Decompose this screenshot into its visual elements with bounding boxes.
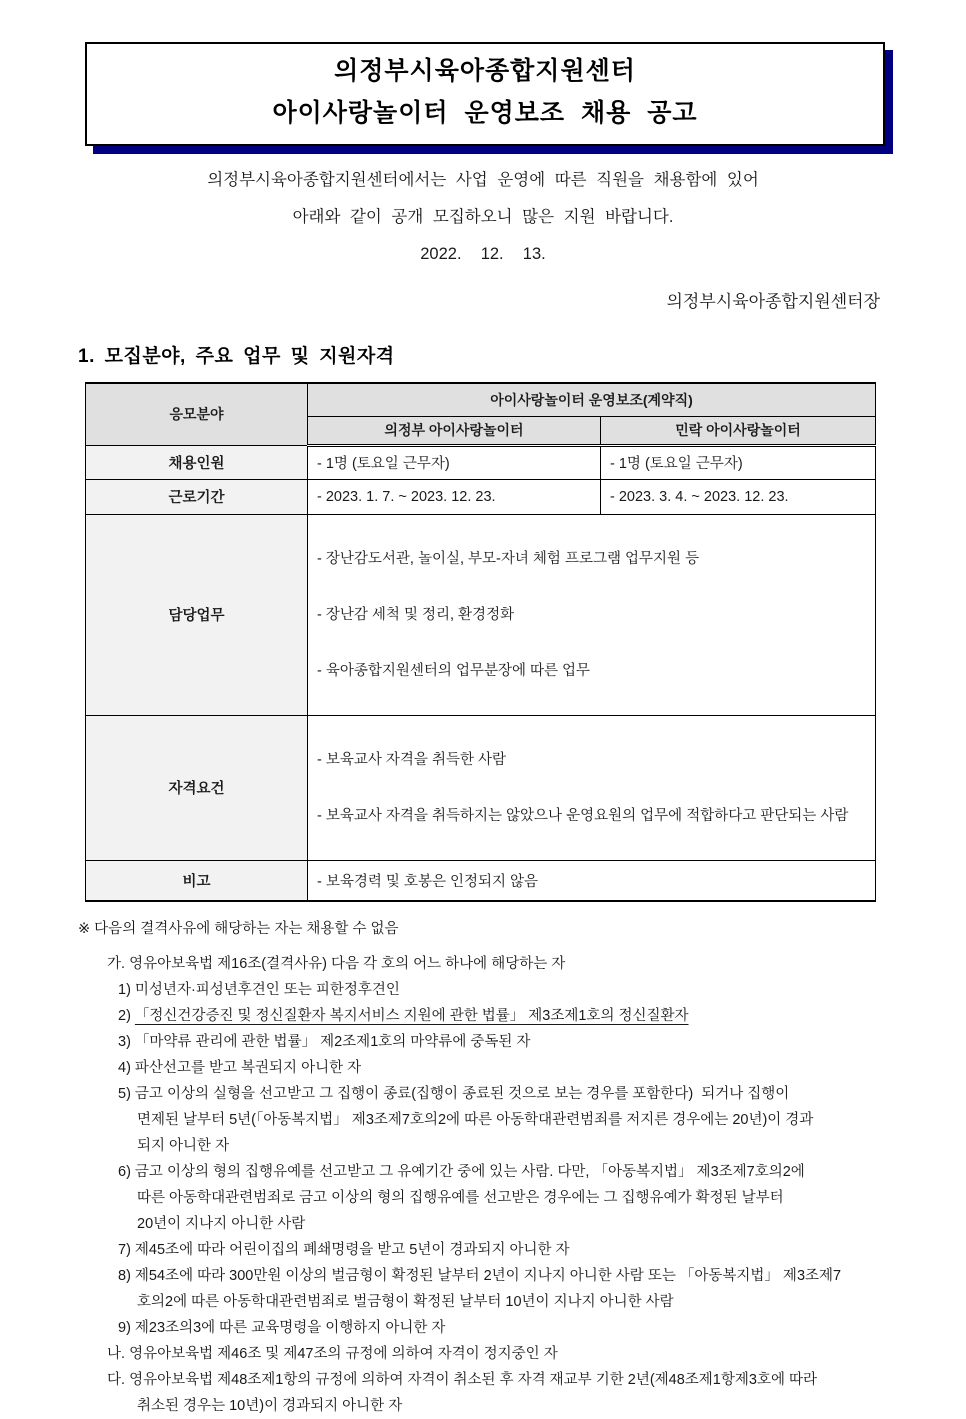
disqualification-item-1: 1) 미성년자·피성년후견인 또는 피한정후견인 bbox=[118, 982, 400, 998]
table-row bbox=[86, 514, 876, 715]
section-1-heading: 1. 모집분야, 주요 업무 및 지원자격 bbox=[78, 346, 395, 367]
intro-paragraph bbox=[0, 162, 966, 273]
disqualification-item-5: 5) 금고 이상의 실형을 선고받고 그 집행이 종료(집행이 종료된 것으로 보는 경우를 포함한다) 되거나 집행이 bbox=[118, 1086, 790, 1102]
qualification-line: - 보육교사 자격을 취득한 사람 bbox=[317, 751, 507, 768]
disqualification-item-6: 6) 금고 이상의 형의 집행유예를 선고받고 그 유예기간 중에 있는 사람. 다만, 「아동복지법」 제3조제7호의2에 bbox=[118, 1164, 805, 1180]
announcement-date: 2022. 12. 13. bbox=[420, 245, 546, 263]
signature-line: 의정부시육아종합지원센터장 bbox=[666, 292, 880, 311]
intro-line-2: 아래와 같이 공개 모집하오니 많은 지원 바랍니다. bbox=[292, 208, 674, 226]
item-2-prefix: 2) bbox=[118, 1008, 135, 1024]
disqualification-item-5-cont: 면제된 날부터 5년(「아동복지법」 제3조제7호의2에 따른 아동학대관련범죄를 저지른 경우에는 20년)이 경과 bbox=[137, 1112, 814, 1128]
qualification-line: - 보육교사 자격을 취득하지는 않았으나 운영요원의 업무에 적합하다고 판단되는 사람 bbox=[317, 807, 849, 824]
disqualification-item-2 bbox=[78, 1003, 966, 1029]
table-row bbox=[86, 445, 876, 479]
disqualification-item-8-cont: 호의2에 따른 아동학대관련범죄로 벌금형이 확정된 날부터 10년이 지나지 아니한 사람 bbox=[137, 1294, 674, 1310]
duties-line: - 육아종합지원센터의 업무분장에 따른 업무 bbox=[317, 662, 591, 679]
title-box bbox=[85, 42, 885, 146]
disqualification-item-da-cont: 취소된 경우는 10년)이 경과되지 아니한 자 bbox=[137, 1398, 403, 1414]
recruit-count-millak: - 1명 (토요일 근무자) bbox=[601, 445, 876, 479]
table-col-header-uijeongbu: 의정부 아이사랑놀이터 bbox=[308, 416, 601, 445]
work-period-uijeongbu: - 2023. 1. 7. ~ 2023. 12. 23. bbox=[308, 479, 601, 514]
duties-cell bbox=[308, 514, 876, 715]
row-label-remark: 비고 bbox=[86, 860, 308, 901]
work-period-millak: - 2023. 3. 4. ~ 2023. 12. 23. bbox=[601, 479, 876, 514]
disqualification-item-na: 나. 영유아보육법 제46조 및 제47조의 규정에 의하여 자격이 정지중인 자 bbox=[107, 1346, 558, 1362]
item-2-underlined-text: 「정신건강증진 및 정신질환자 복지서비스 지원에 관한 법률」 제3조제1호의 정신질환자 bbox=[134, 1008, 689, 1024]
duties-line: - 장난감도서관, 놀이실, 부모-자녀 체험 프로그램 업무지원 등 bbox=[317, 550, 700, 567]
row-label-recruit-count: 채용인원 bbox=[86, 445, 308, 479]
table-corner-cell: 응모분야 bbox=[86, 383, 308, 445]
table-row bbox=[86, 715, 876, 860]
disqualification-item-da: 다. 영유아보육법 제48조제1항의 규정에 의하여 자격이 취소된 후 자격 재교부 기한 2년(제48조제1항제3호에 따라 bbox=[107, 1372, 818, 1388]
row-label-qualification: 자격요건 bbox=[86, 715, 308, 860]
disqualification-item-5-cont: 되지 아니한 자 bbox=[137, 1138, 230, 1154]
intro-line-1: 의정부시육아종합지원센터에서는 사업 운영에 따른 직원을 채용함에 있어 bbox=[207, 171, 759, 189]
recruit-count-uijeongbu: - 1명 (토요일 근무자) bbox=[308, 445, 601, 479]
disqualification-item-8: 8) 제54조에 따라 300만원 이상의 벌금형이 확정된 날부터 2년이 지나지 아니한 사람 또는 「아동복지법」 제3조제7 bbox=[118, 1268, 842, 1284]
disqualification-item-ga: 가. 영유아보육법 제16조(결격사유) 다음 각 호의 어느 하나에 해당하는 자 bbox=[107, 956, 566, 972]
disqualification-item-6-cont: 20년이 지나지 아니한 사람 bbox=[137, 1216, 306, 1232]
disqualification-item-9: 9) 제23조의3에 따른 교육명령을 이행하지 아니한 자 bbox=[118, 1320, 446, 1336]
row-label-work-period: 근로기간 bbox=[86, 479, 308, 514]
table-col-header-millak: 민락 아이사랑놀이터 bbox=[601, 416, 876, 445]
title-line-1: 의정부시육아종합지원센터 bbox=[334, 57, 636, 85]
disqualification-item-4: 4) 파산선고를 받고 복권되지 아니한 자 bbox=[118, 1060, 362, 1076]
table-group-header: 아이사랑놀이터 운영보조(계약직) bbox=[308, 383, 876, 416]
disqualification-section bbox=[78, 916, 966, 1419]
disqualification-item-3: 3) 「마약류 관리에 관한 법률」 제2조제1호의 마약류에 중독된 자 bbox=[118, 1034, 531, 1050]
disqualification-item-7: 7) 제45조에 따라 어린이집의 폐쇄명령을 받고 5년이 경과되지 아니한 자 bbox=[118, 1242, 570, 1258]
document-page bbox=[0, 42, 966, 1419]
qualification-cell bbox=[308, 715, 876, 860]
remark-cell: - 보육경력 및 호봉은 인정되지 않음 bbox=[308, 860, 876, 901]
row-label-duties: 담당업무 bbox=[86, 514, 308, 715]
table-row bbox=[86, 479, 876, 514]
title-line-2: 아이사랑놀이터 운영보조 채용 공고 bbox=[272, 99, 698, 127]
disqualification-item-6-cont: 따른 아동학대관련범죄로 금고 이상의 형의 집행유예를 선고받은 경우에는 그 집행유예가 확정된 날부터 bbox=[137, 1190, 784, 1206]
recruitment-table bbox=[85, 382, 876, 902]
table-row bbox=[86, 860, 876, 901]
disqualification-note: ※ 다음의 결격사유에 해당하는 자는 채용할 수 없음 bbox=[78, 921, 399, 937]
duties-line: - 장난감 세척 및 정리, 환경정화 bbox=[317, 606, 515, 623]
